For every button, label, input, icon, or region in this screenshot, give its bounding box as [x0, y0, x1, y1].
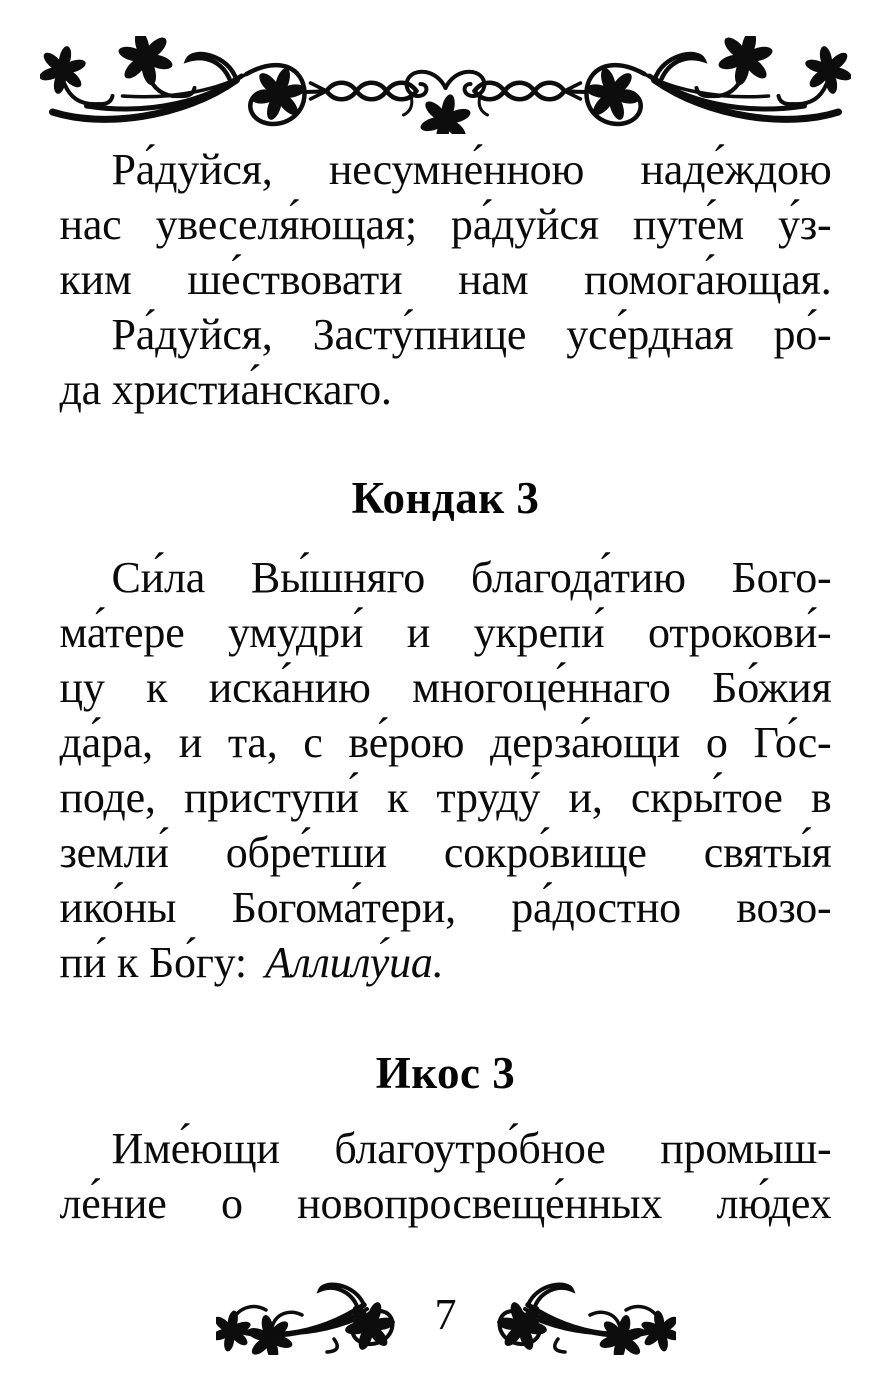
page-footer [0, 1275, 891, 1355]
text-line: земли́ обре́тши сокро́вище святы́я [59, 828, 832, 877]
floral-divider-ornament [40, 36, 851, 134]
text-fragment: пи́ к Бо́гу: [59, 938, 247, 987]
alleluia-italic-text: Аллилу́иа. [264, 938, 444, 987]
text-line: да христиа́нскаго. [59, 365, 392, 414]
text-line [60, 935, 832, 990]
footer-flourish-left-icon [216, 1275, 399, 1355]
text-line: цу к иска́нию многоце́ннаго Бо́жия [59, 663, 832, 712]
text-line: нас увеселя́ющая; ра́дуйся путе́м у́з- [59, 200, 832, 249]
text-line: Ра́дуйся, несумне́нною наде́ждою [111, 145, 832, 194]
page-number: 7 [434, 1290, 457, 1339]
text-line: поде, приступи́ к труду́ и, скры́тое в [59, 773, 832, 822]
text-column [60, 142, 832, 1231]
text-line: да́ра, и та, с ве́рою дерза́ющи о Го́с- [59, 718, 832, 767]
text-line: Име́ющи благоутро́бное промыш- [111, 1124, 832, 1173]
text-line: ико́ны Богома́тери, ра́достно возо- [59, 883, 832, 932]
text-line: Ра́дуйся, Засту́пнице усе́рдная ро́- [111, 310, 832, 359]
kondak-3-heading: Кондак 3 [351, 473, 540, 523]
footer-flourish-right-icon [493, 1275, 676, 1355]
ikos-3-heading: Икос 3 [375, 1048, 516, 1098]
floral-divider-icon [40, 36, 851, 134]
text-line: ма́тере умудри́ и укрепи́ отрокови́- [59, 608, 832, 657]
text-line: ле́ние о новопросвеще́нных лю́дех [59, 1179, 832, 1228]
text-line: Си́ла Вы́шняго благода́тию Бого- [111, 553, 832, 602]
text-line: ким ше́ствовати нам помога́ющая. [59, 255, 832, 304]
